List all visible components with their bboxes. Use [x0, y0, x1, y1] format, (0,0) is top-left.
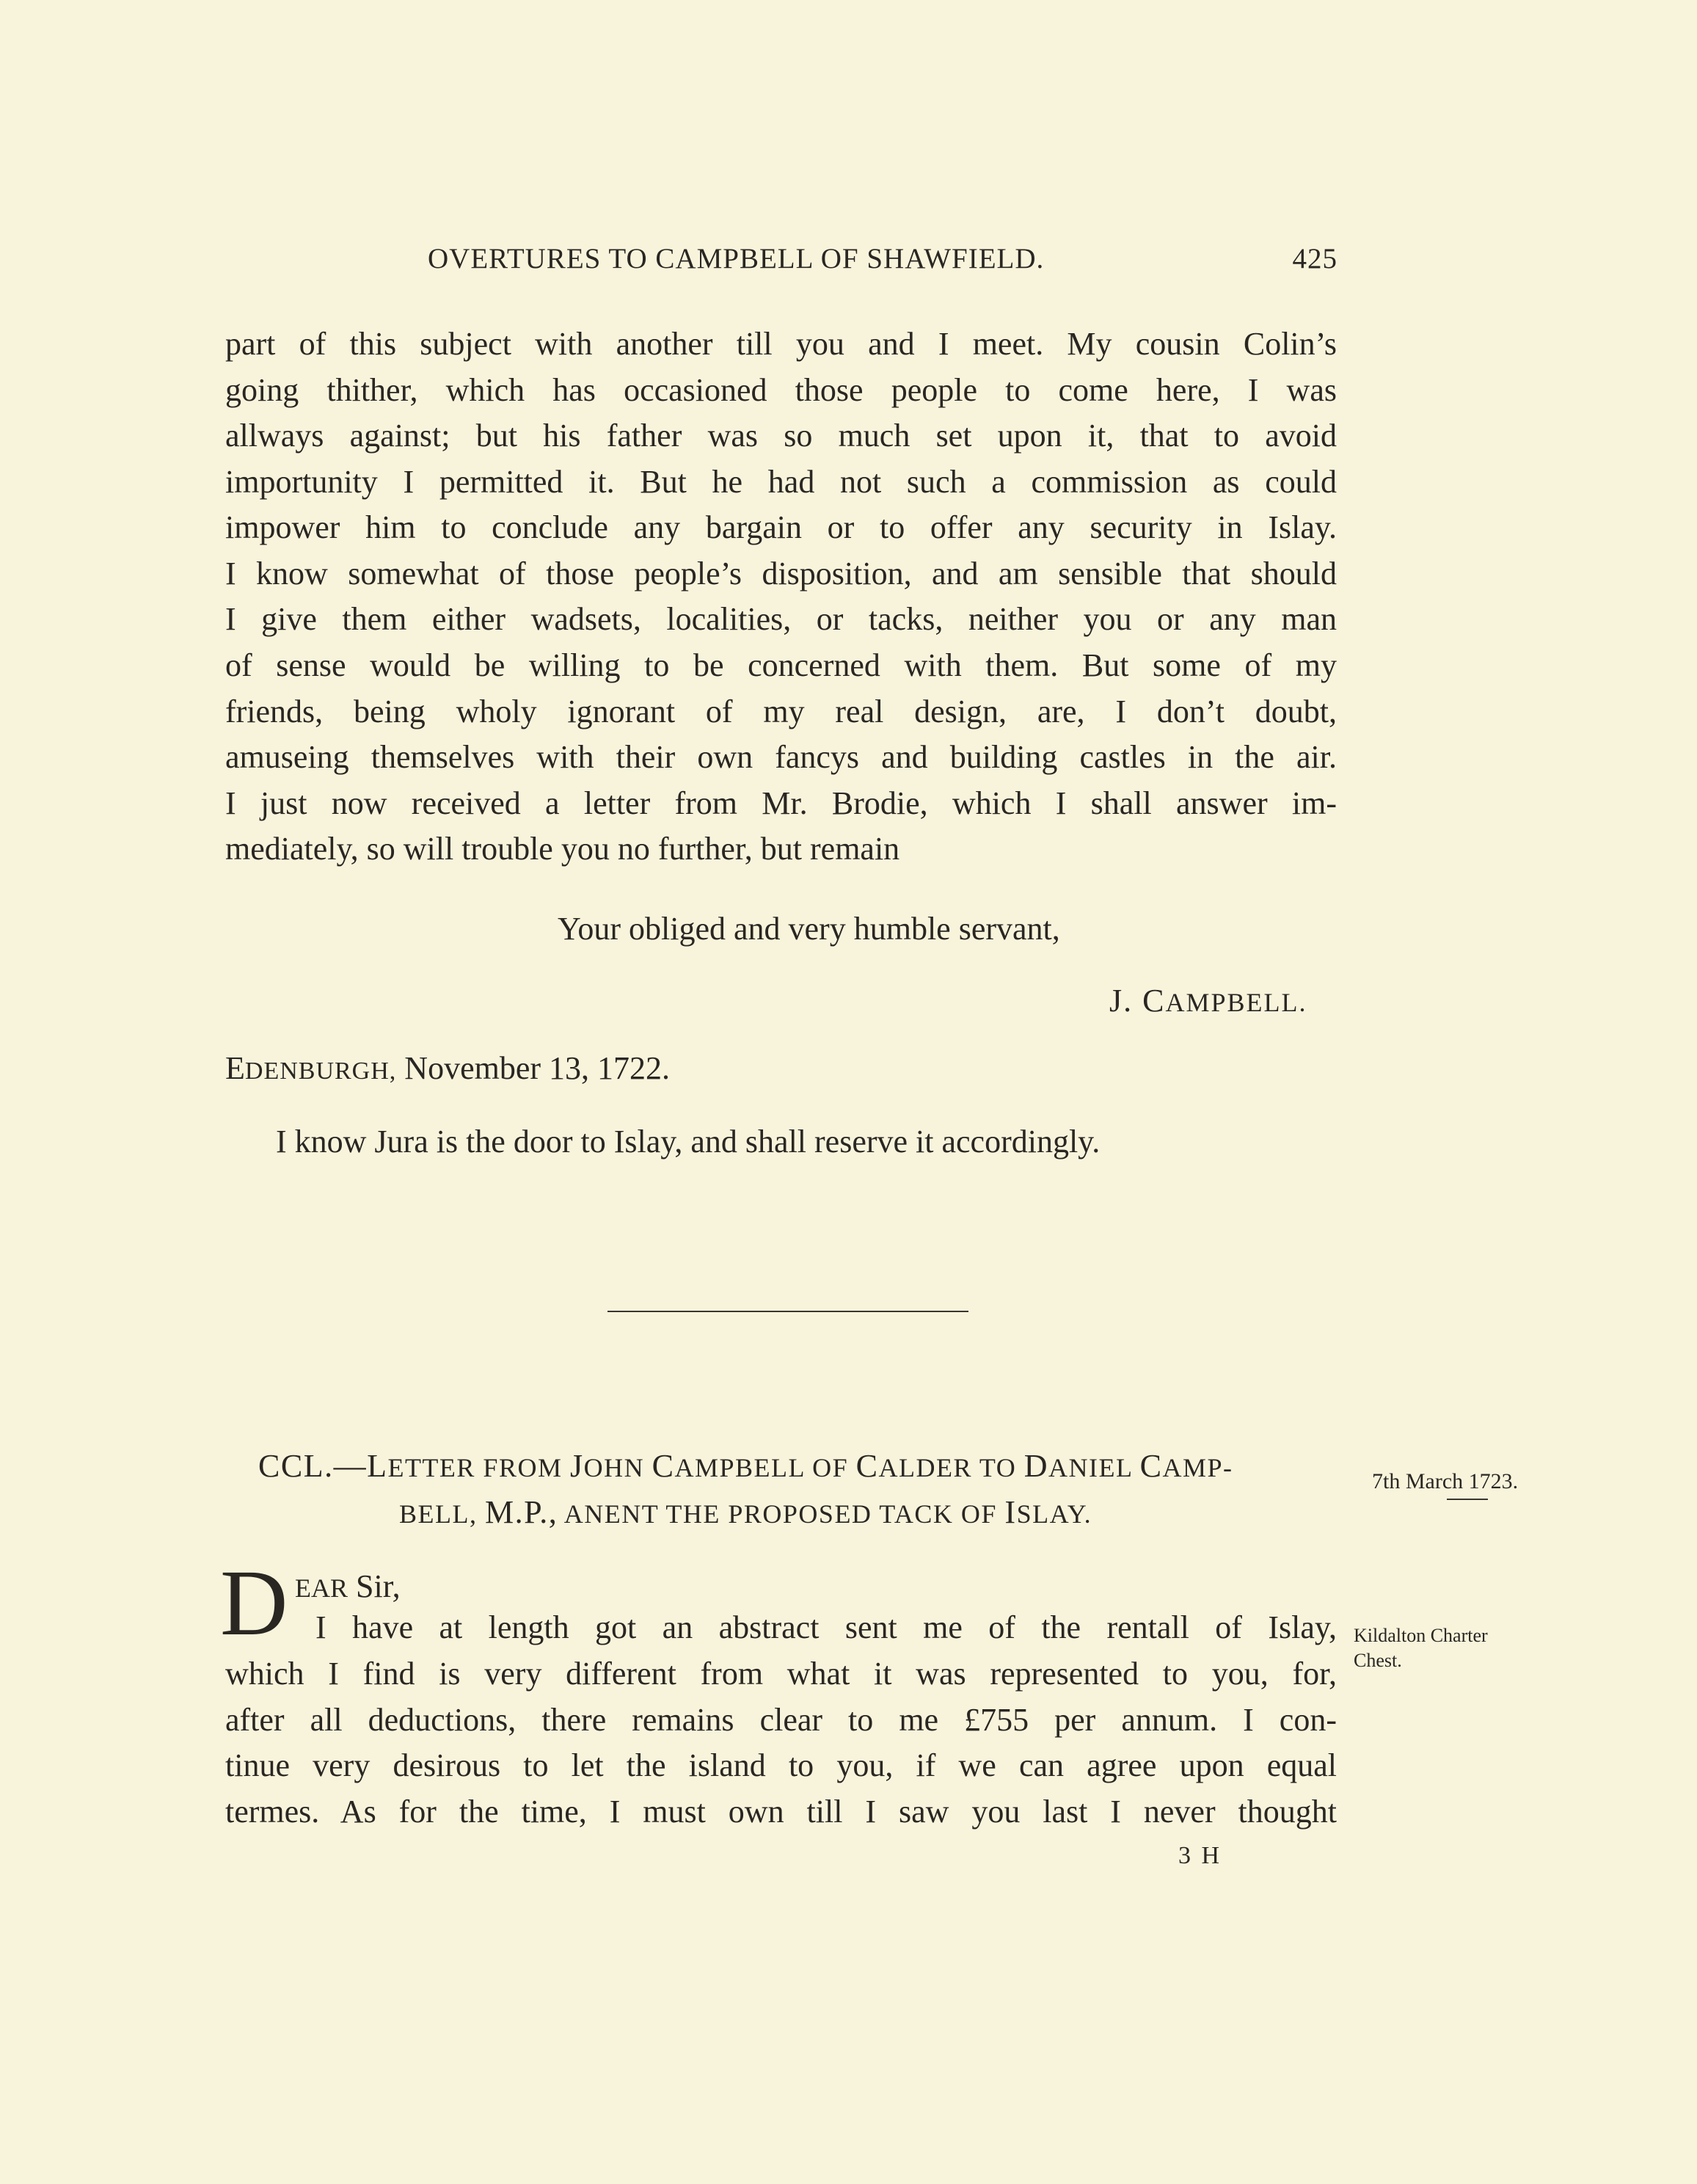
- signature-initial: J. C: [1109, 983, 1166, 1019]
- heading-part: C: [1139, 1448, 1163, 1484]
- running-head-title: OVERTURES TO CAMPBELL OF SHAWFIELD.: [428, 243, 1045, 274]
- signature-mark: 3 H: [1178, 1842, 1222, 1869]
- dateline-place-initial: E: [225, 1050, 245, 1086]
- heading-part: ALDER TO: [878, 1453, 1024, 1482]
- heading-part: M.P.,: [484, 1494, 558, 1530]
- heading-part: BELL,: [399, 1499, 485, 1529]
- letter-heading-line-2: [399, 1493, 1092, 1531]
- section-divider: [607, 1311, 968, 1312]
- body-line: part of this subject with another till you and I meet. My cousin Colin’s: [225, 326, 1337, 362]
- body-line: friends, being wholy ignorant of my real design, are, I don’t doubt,: [225, 694, 1337, 729]
- body-line: amuseing themselves with their own fancys and building castles in the air.: [225, 739, 1337, 775]
- heading-part: CCL.—L: [258, 1448, 388, 1484]
- heading-part: ANIEL: [1048, 1453, 1140, 1482]
- salutation-name: Sir,: [348, 1568, 401, 1604]
- page-number: 425: [1292, 243, 1337, 274]
- heading-part: SLAY.: [1016, 1499, 1092, 1529]
- margin-source-line: Chest.: [1354, 1650, 1402, 1671]
- margin-source-line: Kildalton Charter: [1354, 1625, 1488, 1646]
- letter-closing: Your obliged and very humble servant,: [558, 911, 1060, 947]
- letter2-line: which I find is very different from what it was represented to you, for,: [225, 1656, 1337, 1692]
- body-line: going thither, which has occasioned those people to come here, I was: [225, 372, 1337, 408]
- margin-note-date: 7th March 1723.: [1372, 1469, 1519, 1493]
- dateline-place-rest: DENBURGH,: [244, 1058, 397, 1085]
- running-head: [428, 242, 1337, 279]
- heading-part: C: [855, 1448, 879, 1484]
- letter-signature: [1109, 982, 1307, 1019]
- heading-part: D: [1023, 1448, 1048, 1484]
- body-line: I just now received a letter from Mr. Brodie, which I shall answer im-: [225, 785, 1337, 821]
- body-line: I give them either wadsets, localities, or tacks, neither you or any man: [225, 601, 1337, 637]
- body-line: impower him to conclude any bargain or to offer any security in Islay.: [225, 509, 1337, 545]
- salutation: [295, 1568, 401, 1605]
- body-line: allways against; but his father was so much set upon it, that to avoid: [225, 418, 1337, 454]
- salutation-caps: EAR: [295, 1573, 348, 1603]
- heading-part: C: [652, 1448, 675, 1484]
- margin-note-source: [1354, 1623, 1488, 1673]
- signature-rest: AMPBELL.: [1165, 988, 1307, 1017]
- body-line: mediately, so will trouble you no further, but remain: [225, 831, 900, 867]
- heading-part: OHN: [583, 1453, 652, 1482]
- body-line: I know somewhat of those people’s disposition, and am sensible that should: [225, 556, 1337, 592]
- heading-part: AMPBELL OF: [674, 1453, 856, 1482]
- body-line: importunity I permitted it. But he had not such a commission as could: [225, 464, 1337, 500]
- dateline-date: November 13, 1722.: [396, 1050, 671, 1086]
- margin-dash: [1447, 1499, 1488, 1500]
- heading-part: J: [569, 1448, 584, 1484]
- heading-part: I: [1004, 1494, 1017, 1530]
- drop-cap: D: [220, 1551, 288, 1655]
- postscript: I know Jura is the door to Islay, and shall reserve it accordingly.: [276, 1124, 1101, 1160]
- heading-part: ANENT THE PROPOSED TACK OF: [558, 1499, 1005, 1529]
- dateline: [225, 1049, 670, 1087]
- letter-heading-line-1: [258, 1447, 1233, 1485]
- body-line: of sense would be willing to be concerned with them. But some of my: [225, 647, 1337, 683]
- letter2-line: termes. As for the time, I must own till I saw you last I never thought: [225, 1794, 1337, 1830]
- letter2-line: tinue very desirous to let the island to you, if we can agree upon equal: [225, 1747, 1337, 1783]
- letter2-line: I have at length got an abstract sent me of the rentall of Islay,: [315, 1609, 1337, 1645]
- letter2-line: after all deductions, there remains clear to me £755 per annum. I con-: [225, 1702, 1337, 1738]
- heading-part: AMP-: [1162, 1453, 1233, 1482]
- heading-part: ETTER FROM: [387, 1453, 570, 1482]
